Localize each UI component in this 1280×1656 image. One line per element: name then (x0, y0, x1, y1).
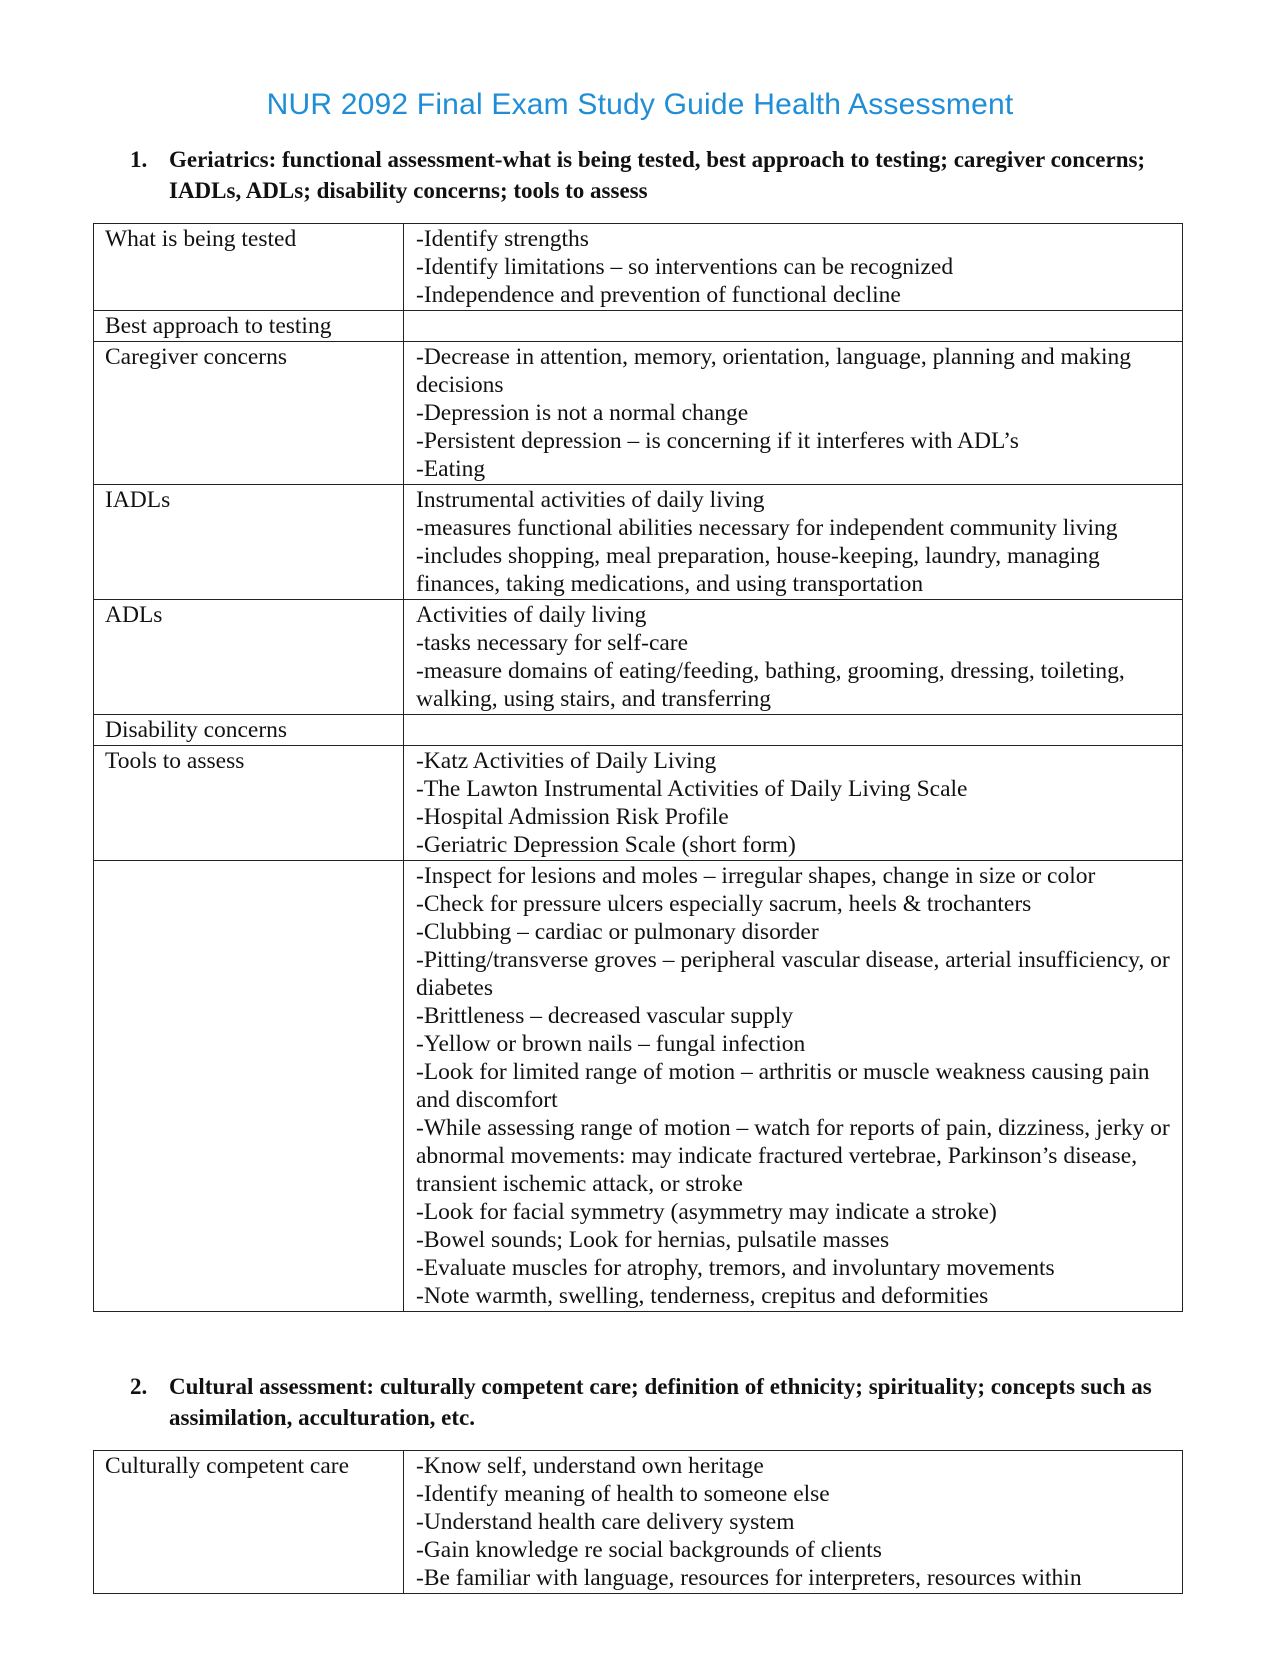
content-line: -Katz Activities of Daily Living (416, 748, 717, 774)
table-row (94, 1451, 1183, 1594)
table-row (94, 715, 1183, 746)
row-label: IADLs (94, 485, 404, 600)
content-line: -Decrease in attention, memory, orientation, language, planning and making decisions (416, 344, 1131, 398)
cultural-assessment-table (93, 1450, 1183, 1594)
content-line: -Brittleness – decreased vascular supply (416, 1003, 794, 1029)
content-line: -Look for limited range of motion – arthritis or muscle weakness causing pain and discomfort (416, 1059, 1150, 1113)
row-content (404, 224, 1183, 311)
row-content (404, 715, 1183, 746)
content-line: -The Lawton Instrumental Activities of Daily Living Scale (416, 776, 968, 802)
content-line: -Inspect for lesions and moles – irregular shapes, change in size or color (416, 863, 1096, 889)
section-heading-text: Cultural assessment: culturally competent care; definition of ethnicity; spirituality; concepts such as assimilation, acculturation, etc. (169, 1374, 1152, 1430)
content-line: -measures functional abilities necessary for independent community living (416, 515, 1118, 541)
content-line: Activities of daily living (416, 602, 647, 628)
content-line: -Be familiar with language, resources for interpreters, resources within (416, 1565, 1082, 1591)
section-heading-text: Geriatrics: functional assessment-what is being tested, best approach to testing; caregiver concerns; IADLs, ADLs; disability concerns; tools to assess (169, 147, 1146, 203)
row-content (404, 861, 1183, 1312)
row-content (404, 600, 1183, 715)
table-row (94, 311, 1183, 342)
geriatrics-table (93, 223, 1183, 1312)
table-row (94, 861, 1183, 1312)
table-row (94, 746, 1183, 861)
section-number: 1. (130, 147, 148, 172)
content-line: -includes shopping, meal preparation, house-keeping, laundry, managing finances, taking medications, and using transportation (416, 543, 1100, 597)
content-line: -Geriatric Depression Scale (short form) (416, 832, 796, 858)
content-line: -Identify strengths (416, 226, 589, 252)
content-line: -Look for facial symmetry (asymmetry may indicate a stroke) (416, 1199, 997, 1225)
row-content (404, 342, 1183, 485)
row-content (404, 485, 1183, 600)
content-line: -Eating (416, 456, 486, 482)
row-label (94, 861, 404, 1312)
row-label: Best approach to testing (94, 311, 404, 342)
table-row (94, 485, 1183, 600)
content-line: -Depression is not a normal change (416, 400, 749, 426)
row-label: What is being tested (94, 224, 404, 311)
row-label: ADLs (94, 600, 404, 715)
content-line: -Note warmth, swelling, tenderness, crepitus and deformities (416, 1283, 989, 1309)
section-1-heading (130, 144, 1160, 206)
row-label: Culturally competent care (94, 1451, 404, 1594)
content-line: -Know self, understand own heritage (416, 1453, 764, 1479)
content-line: -Evaluate muscles for atrophy, tremors, and involuntary movements (416, 1255, 1055, 1281)
content-line: -Identify meaning of health to someone else (416, 1481, 830, 1507)
content-line: -Independence and prevention of functional decline (416, 282, 901, 308)
content-line: Instrumental activities of daily living (416, 487, 765, 513)
content-line: -Clubbing – cardiac or pulmonary disorder (416, 919, 819, 945)
row-content (404, 311, 1183, 342)
row-label: Disability concerns (94, 715, 404, 746)
content-line: -measure domains of eating/feeding, bathing, grooming, dressing, toileting, walking, using stairs, and transferring (416, 658, 1125, 712)
document-title: NUR 2092 Final Exam Study Guide Health Assessment (266, 88, 1014, 121)
section-number: 2. (130, 1374, 148, 1399)
content-line: -Persistent depression – is concerning if it interferes with ADL’s (416, 428, 1019, 454)
content-line: -Identify limitations – so interventions can be recognized (416, 254, 954, 280)
row-label: Tools to assess (94, 746, 404, 861)
row-content (404, 746, 1183, 861)
content-line: -tasks necessary for self-care (416, 630, 689, 656)
row-content (404, 1451, 1183, 1594)
content-line: -Yellow or brown nails – fungal infection (416, 1031, 806, 1057)
table-row (94, 600, 1183, 715)
content-line: -Bowel sounds; Look for hernias, pulsatile masses (416, 1227, 890, 1253)
content-line: -Gain knowledge re social backgrounds of clients (416, 1537, 882, 1563)
row-label: Caregiver concerns (94, 342, 404, 485)
table-row (94, 224, 1183, 311)
table-row (94, 342, 1183, 485)
content-line: -While assessing range of motion – watch for reports of pain, dizziness, jerky or abnormal movements: may indicate fractured vertebrae, Parkinson’s disease, transient ischemic attack, or stroke (416, 1115, 1170, 1197)
content-line: -Pitting/transverse groves – peripheral vascular disease, arterial insufficiency, or diabetes (416, 947, 1170, 1001)
content-line: -Check for pressure ulcers especially sacrum, heels & trochanters (416, 891, 1032, 917)
section-2-heading (130, 1371, 1160, 1433)
content-line: -Understand health care delivery system (416, 1509, 795, 1535)
content-line: -Hospital Admission Risk Profile (416, 804, 729, 830)
